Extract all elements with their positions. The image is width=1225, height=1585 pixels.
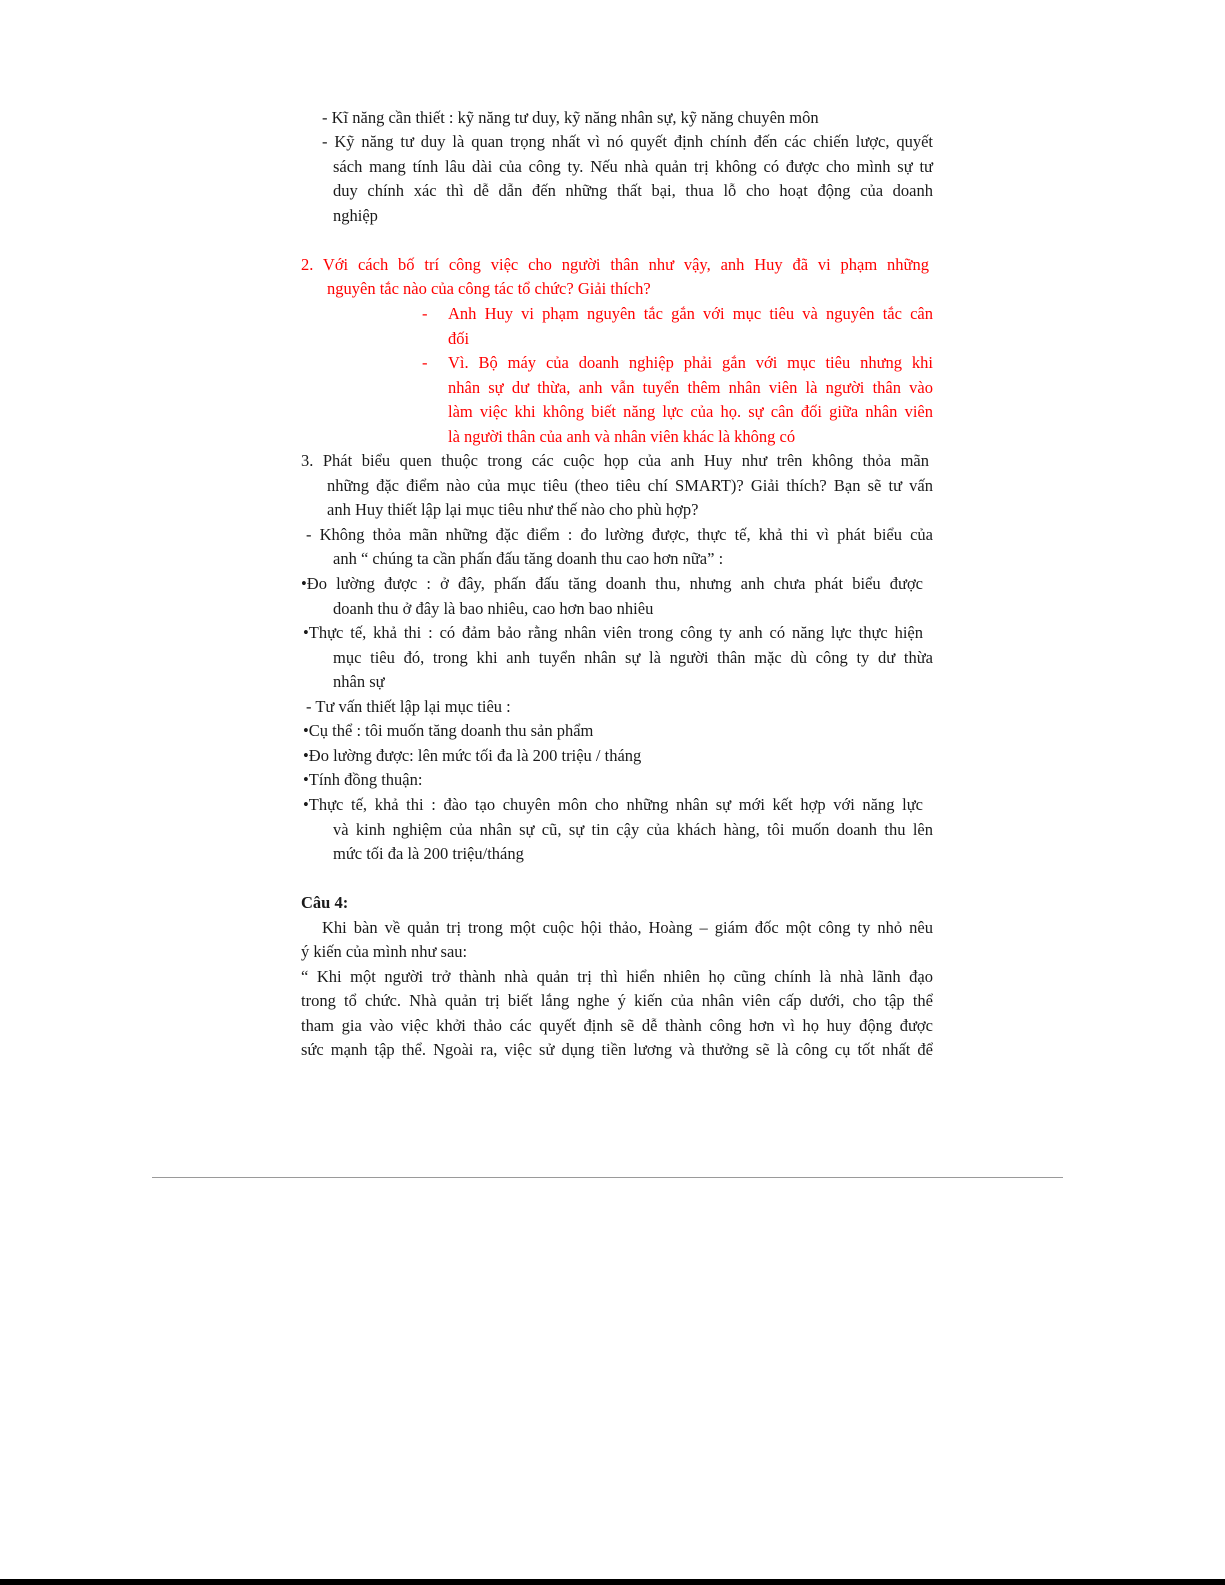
text-line: - Không thỏa mãn những đặc điểm : đo lường được, thực tế, khả thi vì phát biểu của — [306, 525, 933, 544]
text-line: tham gia vào việc khởi thảo các quyết định sẽ dễ thành công hơn vì họ huy động được — [301, 1016, 933, 1035]
page-divider — [152, 1177, 1063, 1178]
question-3-title-cont: những đặc điểm nào của mục tiêu (theo tiêu chí SMART)? Giải thích? Bạn sẽ tư vấn — [327, 476, 933, 495]
answer-line: nhân sự dư thừa, anh vẫn tuyển thêm nhân viên là người thân vào — [448, 378, 933, 397]
question-3-title-cont: anh Huy thiết lập lại mục tiêu như thế nào cho phù hợp? — [327, 500, 699, 519]
bullet-item: •Đo lường được : ở đây, phấn đấu tăng doanh thu, nhưng anh chưa phát biểu được — [301, 574, 923, 593]
bullet-dash: - — [422, 353, 428, 372]
bullet-item: •Thực tế, khả thi : đào tạo chuyên môn cho những nhân sự mới kết hợp với năng lực — [303, 795, 923, 814]
text-line: sức mạnh tập thể. Ngoài ra, việc sử dụng tiền lương và thưởng sẽ là công cụ tốt nhất để — [301, 1040, 933, 1059]
bullet-item: •Thực tế, khả thi : có đảm bảo rằng nhân viên trong công ty anh có năng lực thực hiện — [303, 623, 923, 642]
answer-line: làm việc khi không biết năng lực của họ. sự cân đối giữa nhân viên — [448, 402, 933, 421]
text-line: nghiệp — [333, 206, 378, 225]
text-line: doanh thu ở đây là bao nhiêu, cao hơn bao nhiêu — [333, 599, 654, 618]
text-line: nhân sự — [333, 672, 385, 691]
section-heading: Câu 4: — [301, 893, 349, 912]
text-line: ý kiến của mình như sau: — [301, 942, 468, 961]
text-line: Khi bàn về quản trị trong một cuộc hội thảo, Hoàng – giám đốc một công ty nhỏ nêu — [322, 918, 933, 937]
answer-line: đối — [448, 329, 470, 348]
text-line: - Kĩ năng cần thiết : kỹ năng tư duy, kỹ năng nhân sự, kỹ năng chuyên môn — [322, 108, 819, 127]
text-line: mức tối đa là 200 triệu/tháng — [333, 844, 524, 863]
answer-line: Anh Huy vi phạm nguyên tắc gắn với mục tiêu và nguyên tắc cân — [448, 304, 933, 323]
text-line: “ Khi một người trở thành nhà quản trị thì hiển nhiên họ cũng chính là nhà lãnh đạo — [301, 967, 933, 986]
bullet-item: •Tính đồng thuận: — [303, 770, 423, 789]
bullet-dash: - — [422, 304, 428, 323]
text-line: duy chính xác thì dễ dẫn đến những thất bại, thua lỗ cho hoạt động của doanh — [333, 181, 933, 200]
text-line: mục tiêu đó, trong khi anh tuyển nhân sự là người thân mặc dù công ty dư thừa — [333, 648, 933, 667]
question-2-title: 2. Với cách bố trí công việc cho người thân như vậy, anh Huy đã vi phạm những — [301, 255, 929, 274]
answer-line: Vì. Bộ máy của doanh nghiệp phải gắn với mục tiêu nhưng khi — [448, 353, 933, 372]
bullet-item: •Đo lường được: lên mức tối đa là 200 triệu / tháng — [303, 746, 642, 765]
question-3-title: 3. Phát biểu quen thuộc trong các cuộc họp của anh Huy như trên không thỏa mãn — [301, 451, 929, 470]
answer-line: là người thân của anh và nhân viên khác là không có — [448, 427, 796, 446]
question-2-title-cont: nguyên tắc nào của công tác tổ chức? Giải thích? — [327, 279, 651, 298]
text-line: sách mang tính lâu dài của công ty. Nếu nhà quản trị không có được cho mình sự tư — [333, 157, 933, 176]
text-line: anh “ chúng ta cần phấn đấu tăng doanh thu cao hơn nữa” : — [333, 549, 724, 568]
text-line: - Tư vấn thiết lập lại mục tiêu : — [306, 697, 511, 716]
text-line: và kinh nghiệm của nhân sự cũ, sự tin cậy của khách hàng, tôi muốn doanh thu lên — [333, 820, 933, 839]
bullet-item: •Cụ thể : tôi muốn tăng doanh thu sản phẩm — [303, 721, 594, 740]
text-line: - Kỹ năng tư duy là quan trọng nhất vì nó quyết định chính đến các chiến lược, quyết — [322, 132, 933, 151]
text-line: trong tổ chức. Nhà quản trị biết lắng nghe ý kiến của nhân viên cấp dưới, cho tập thể — [301, 991, 933, 1010]
bottom-edge — [0, 1579, 1225, 1585]
